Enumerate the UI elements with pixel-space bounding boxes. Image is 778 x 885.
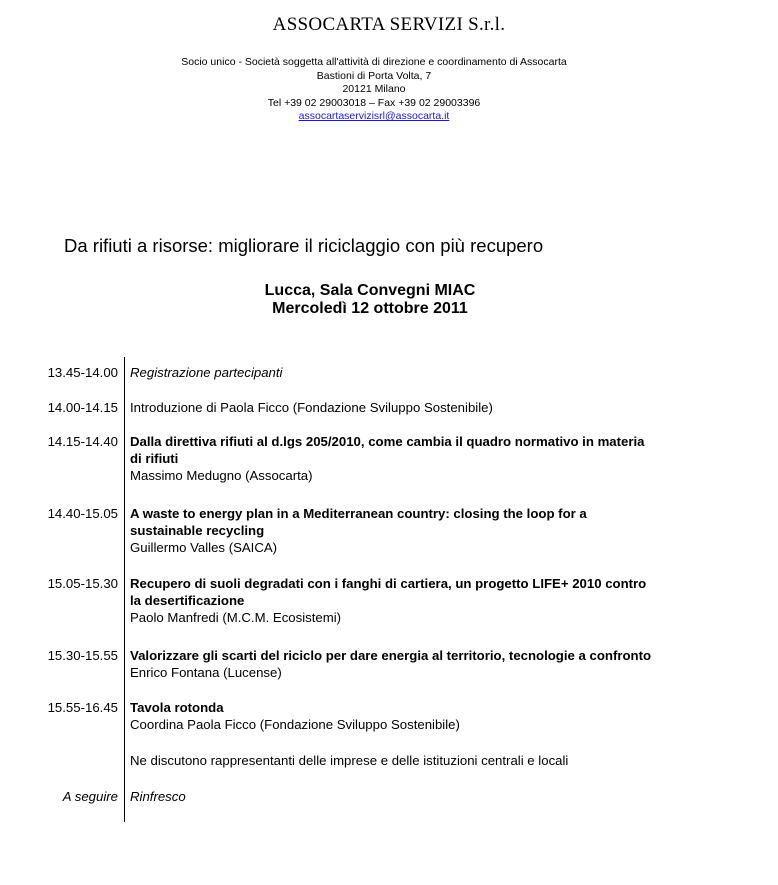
program-time: 15.55-16.45 [47,700,118,715]
program-description [130,788,770,805]
program-description [130,575,770,626]
program-time: 15.30-15.55 [47,648,118,663]
session-title: Recupero di suoli degradati con i fanghi di cartiera, un progetto LIFE+ 2010 contro [130,576,647,591]
session-title: A waste to energy plan in a Mediterranean country: closing the loop for a [130,506,587,521]
session-title-cont: di rifiuti [130,451,179,466]
program-description [130,364,770,381]
company-address: Bastioni di Porta Volta, 7 [316,69,432,82]
program-description [130,699,770,733]
program-time: 15.05-15.30 [47,576,118,591]
program-time: 13.45-14.00 [47,365,118,380]
program-description [130,647,770,681]
session-title: Introduzione di Paola Ficco (Fondazione Sviluppo Sostenibile) [130,400,493,415]
session-title: Tavola rotonda [130,700,224,715]
company-info-line: Socio unico - Società soggetta all'attività di direzione e coordinamento di Assocarta [181,56,567,68]
session-title: Valorizzare gli scarti del riciclo per dare energia al territorio, tecnologie a confronto [130,648,652,663]
program-time: 14.15-14.40 [47,434,118,449]
program-time: A seguire [62,789,118,804]
program-time: 14.40-15.05 [47,506,118,521]
event-location: Lucca, Sala Convegni MIAC [264,282,476,299]
session-speaker: Coordina Paola Ficco (Fondazione Sviluppo Sostenibile) [130,717,460,732]
company-info [0,56,748,124]
program-description [130,399,770,416]
session-title: Registrazione partecipanti [130,365,283,380]
session-title: Rinfresco [130,789,186,804]
event-venue [0,282,740,318]
session-title-cont: sustainable recycling [130,523,265,538]
program-description [130,433,770,484]
session-speaker: Paolo Manfredi (M.C.M. Ecosistemi) [130,610,342,625]
company-name: ASSOCARTA SERVIZI S.r.l. [272,14,506,35]
session-title: Dalla direttiva rifiuti al d.lgs 205/2010, come cambia il quadro normativo in materia [130,434,645,449]
company-email-link[interactable]: assocartaservizisrl@assocarta.it [298,110,450,122]
program-divider [124,357,125,822]
program-time: 14.00-14.15 [47,400,118,415]
session-title-cont: la desertificazione [130,593,245,608]
company-city: 20121 Milano [342,83,406,95]
session-speaker: Guillermo Valles (SAICA) [130,540,278,555]
event-title: Da rifiuti a risorse: migliorare il riciclaggio con più recupero [64,235,544,256]
company-phone-fax: Tel +39 02 29003018 – Fax +39 02 29003396 [267,96,481,109]
session-speaker: Enrico Fontana (Lucense) [130,665,282,680]
session-note: Ne discutono rappresentanti delle imprese e delle istituzioni centrali e locali [130,753,569,768]
program-description [130,505,770,556]
program-description [130,752,770,769]
event-date: Mercoledì 12 ottobre 2011 [272,300,468,317]
session-speaker: Massimo Medugno (Assocarta) [130,468,313,483]
